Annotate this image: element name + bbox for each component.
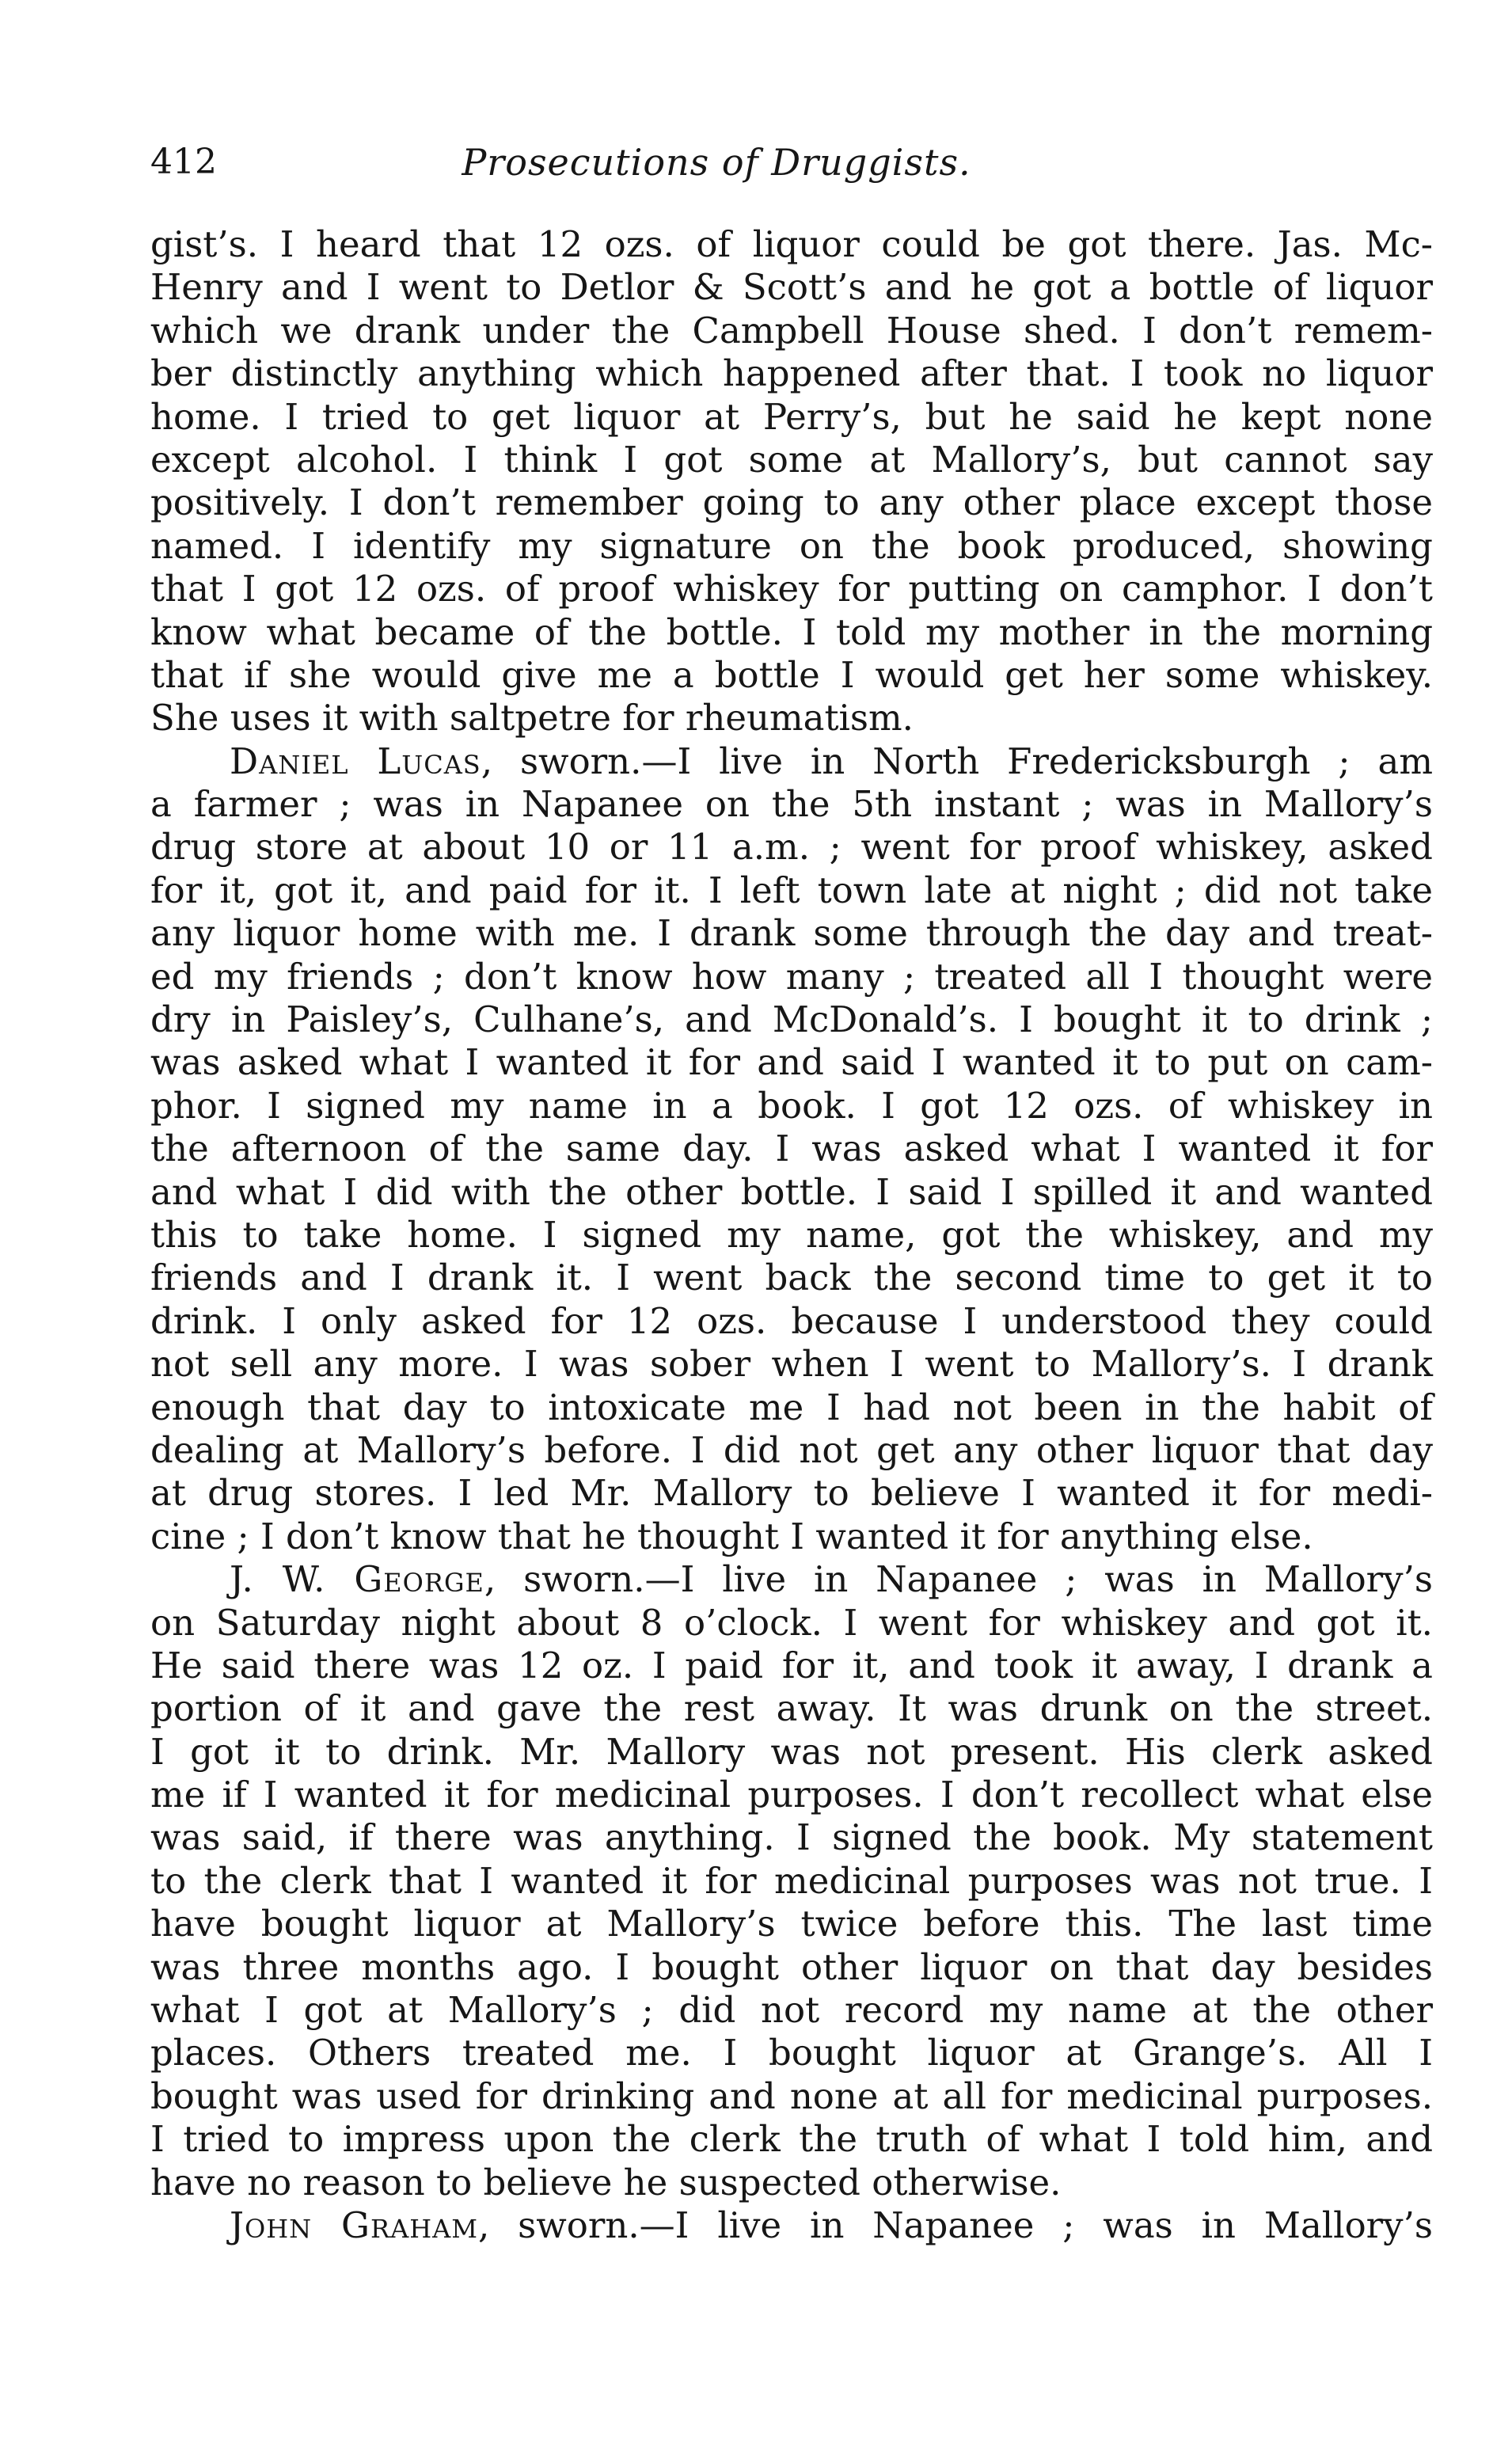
line-text: enough that day to intoxicate me I had not been in the habit of (150, 1386, 1433, 1428)
line-text: for it, got it, and paid for it. I left town late at night ; did not take (150, 869, 1433, 911)
text-line (150, 783, 1433, 826)
line-text: She uses it with saltpetre for rheumatism. (150, 697, 914, 740)
text-line (150, 654, 1433, 697)
line-text: named. I identify my signature on the book produced, showing (150, 524, 1433, 567)
line-text: ed my friends ; don’t know how many ; treated all I thought were (150, 955, 1433, 998)
line-text: was three months ago. I bought other liquor on that day besides (150, 1945, 1433, 1988)
text-line (150, 1515, 1433, 1558)
text-line (150, 439, 1433, 481)
line-text: places. Others treated me. I bought liquor at Grange’s. All I (150, 2032, 1433, 2074)
line-text: , sworn.—I live in Napanee ; was in Mallory’s (484, 1558, 1433, 1601)
text-line (150, 1127, 1433, 1170)
line-text: I got it to drink. Mr. Mallory was not present. His clerk asked (150, 1730, 1433, 1773)
text-line (150, 352, 1433, 395)
text-line (150, 1860, 1433, 1903)
line-text: a farmer ; was in Napanee on the 5th instant ; was in Mallory’s (150, 783, 1433, 826)
line-text: positively. I don’t remember going to any other place except those (150, 481, 1433, 524)
text-line (150, 869, 1433, 912)
line-text: phor. I signed my name in a book. I got 12 ozs. of whiskey in (150, 1084, 1433, 1127)
text-line (150, 2162, 1433, 2204)
text-line (150, 740, 1433, 783)
line-text: was asked what I wanted it for and said I wanted it to put on cam- (150, 1041, 1433, 1084)
line-text: have bought liquor at Mallory’s twice before this. The last time (150, 1903, 1433, 1945)
line-text: that I got 12 ozs. of proof whiskey for putting on camphor. I don’t (150, 568, 1433, 610)
line-text: have no reason to believe he suspected otherwise. (150, 2161, 1062, 2204)
line-text: and what I did with the other bottle. I said I spilled it and wanted (150, 1170, 1433, 1213)
line-text: He said there was 12 oz. I paid for it, and took it away, I drank a (150, 1644, 1433, 1686)
text-line (150, 266, 1433, 309)
running-title: Prosecutions of Druggists. (462, 141, 971, 184)
page-number: 412 (150, 142, 217, 182)
text-line (150, 2118, 1433, 2161)
line-text: the afternoon of the same day. I was asked what I wanted it for (150, 1127, 1433, 1170)
text-line (150, 1946, 1433, 1989)
text-line (150, 1903, 1433, 1945)
line-text: me if I wanted it for medicinal purposes. I don’t recollect what else (150, 1774, 1433, 1816)
text-line (150, 1558, 1433, 1601)
line-text: this to take home. I signed my name, got the whiskey, and my (150, 1213, 1433, 1256)
text-line (150, 1343, 1433, 1386)
text-line (150, 481, 1433, 524)
text-line (150, 1171, 1433, 1214)
text-line (150, 568, 1433, 610)
line-text: which we drank under the Campbell House shed. I don’t remem- (150, 309, 1433, 352)
text-line (150, 525, 1433, 568)
text-line (150, 2204, 1433, 2247)
text-line (150, 223, 1433, 266)
line-text: cine ; I don’t know that he thought I wanted it for anything else. (150, 1515, 1313, 1557)
line-text: know what became of the bottle. I told my mother in the morning (150, 610, 1433, 653)
line-text: on Saturday night about 8 o’clock. I went for whiskey and got it. (150, 1601, 1433, 1644)
text-line (150, 697, 1433, 740)
text-line (150, 1816, 1433, 1859)
line-text: I tried to impress upon the clerk the truth of what I told him, and (150, 2118, 1433, 2161)
line-text: any liquor home with me. I drank some through the day and treat- (150, 912, 1433, 955)
line-text: to the clerk that I wanted it for medicinal purposes was not true. I (150, 1859, 1433, 1902)
line-text: what I got at Mallory’s ; did not record my name at the other (150, 1989, 1433, 2032)
line-text: dry in Paisley’s, Culhane’s, and McDonald’s. I bought it to drink ; (150, 998, 1433, 1041)
text-line (150, 396, 1433, 439)
body-text (150, 223, 1433, 2247)
line-text: friends and I drank it. I went back the second time to get it to (150, 1257, 1433, 1299)
witness-name: J. W. George (230, 1558, 484, 1601)
text-line (150, 1429, 1433, 1472)
witness-name: John Graham (230, 2204, 478, 2246)
witness-name: Daniel Lucas (230, 740, 481, 782)
text-line (150, 998, 1433, 1041)
text-line (150, 912, 1433, 955)
line-text: that if she would give me a bottle I would get her some whiskey. (150, 653, 1433, 696)
text-line (150, 2075, 1433, 2118)
line-text: bought was used for drinking and none at all for medicinal purposes. (150, 2074, 1433, 2117)
text-line (150, 1731, 1433, 1774)
text-line (150, 1085, 1433, 1127)
text-line (150, 1602, 1433, 1645)
line-text: not sell any more. I was sober when I went to Mallory’s. I drank (150, 1343, 1433, 1386)
text-line (150, 1989, 1433, 2032)
text-line (150, 1687, 1433, 1730)
text-line (150, 2032, 1433, 2074)
text-line (150, 1300, 1433, 1343)
line-text: dealing at Mallory’s before. I did not get any other liquor that day (150, 1428, 1433, 1471)
text-line (150, 1257, 1433, 1299)
text-line (150, 956, 1433, 998)
text-line (150, 1645, 1433, 1687)
text-line (150, 1041, 1433, 1084)
line-text: was said, if there was anything. I signed the book. My statement (150, 1816, 1433, 1859)
line-text: at drug stores. I led Mr. Mallory to believe I wanted it for medi- (150, 1472, 1433, 1515)
line-text: portion of it and gave the rest away. It was drunk on the street. (150, 1687, 1433, 1730)
text-line (150, 611, 1433, 654)
text-line (150, 310, 1433, 352)
text-line (150, 1214, 1433, 1257)
text-line (150, 1472, 1433, 1515)
line-text: ber distinctly anything which happened after that. I took no liquor (150, 352, 1433, 395)
line-text: Henry and I went to Detlor & Scott’s and he got a bottle of liquor (150, 266, 1433, 309)
line-text: except alcohol. I think I got some at Mallory’s, but cannot say (150, 438, 1433, 481)
line-text: , sworn.—I live in North Fredericksburgh ; am (481, 740, 1433, 782)
line-text: , sworn.—I live in Napanee ; was in Mallory’s (478, 2204, 1433, 2246)
line-text: gist’s. I heard that 12 ozs. of liquor could be got there. Jas. Mc- (150, 223, 1433, 265)
line-text: home. I tried to get liquor at Perry’s, but he said he kept none (150, 395, 1433, 438)
text-line (150, 826, 1433, 869)
text-line (150, 1386, 1433, 1429)
line-text: drink. I only asked for 12 ozs. because I understood they could (150, 1299, 1433, 1342)
line-text: drug store at about 10 or 11 a.m. ; went for proof whiskey, asked (150, 826, 1433, 869)
page-header (150, 135, 1433, 190)
text-line (150, 1774, 1433, 1816)
